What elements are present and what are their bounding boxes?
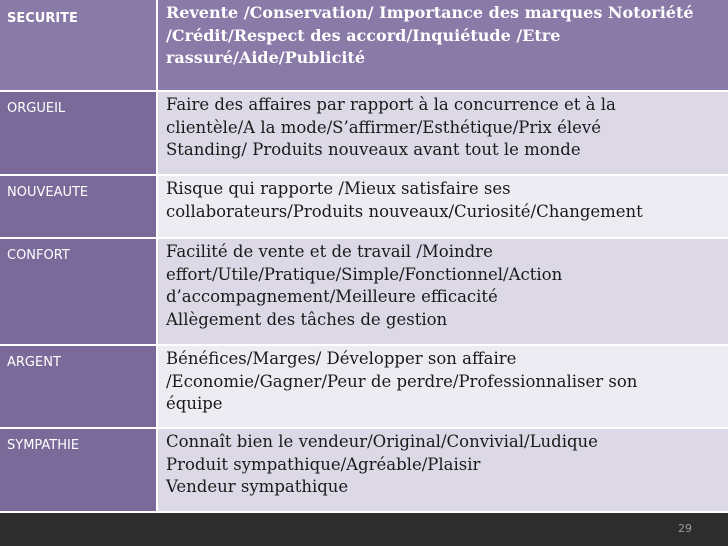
row-value-line: Vendeur sympathique	[166, 477, 349, 496]
row-value-line: Produit sympathique/Agréable/Plaisir	[166, 454, 481, 474]
row-value	[157, 428, 728, 512]
row-value-line: clientèle/A la mode/S’affirmer/Esthétique/Prix élevé	[166, 117, 601, 137]
row-value-line: Standing/ Produits nouveaux avant tout le monde	[166, 140, 581, 159]
table-row-nouveaute	[0, 175, 728, 238]
row-key: SECURITE	[0, 0, 157, 91]
row-value-line: collaborateurs/Produits nouveaux/Curiosité/Changement	[166, 201, 643, 221]
row-value	[157, 238, 728, 345]
row-value	[157, 345, 728, 428]
row-value-line: rassuré/Aide/Publicité	[166, 48, 365, 67]
row-key: ORGUEIL	[0, 91, 157, 175]
row-value	[157, 91, 728, 175]
row-value-line: Allègement des tâches de gestion	[166, 309, 448, 329]
row-value-line: Connaît bien le vendeur/Original/Convivial/Ludique	[166, 432, 598, 451]
row-value-line: Risque qui rapporte /Mieux satisfaire ses	[166, 179, 511, 198]
page-number: 29	[678, 522, 692, 535]
row-value-line: /Crédit/Respect des accord/Inquiétude /Etre	[166, 25, 561, 45]
row-value-line: équipe	[166, 394, 223, 413]
table-row-confort	[0, 238, 728, 345]
row-value-line: Revente /Conservation/ Importance des marques Notoriété	[166, 3, 694, 22]
row-value	[157, 0, 728, 91]
row-value-line: Bénéfices/Marges/ Développer son affaire	[166, 349, 517, 368]
row-value-line: d’accompagnement/Meilleure efficacité	[166, 287, 498, 306]
row-value-line: Faire des affaires par rapport à la concurrence et à la	[166, 95, 616, 114]
table-row-securite	[0, 0, 728, 91]
row-key: CONFORT	[0, 238, 157, 345]
table-row-argent	[0, 345, 728, 428]
table-row-sympathie	[0, 428, 728, 512]
row-value-line: /Economie/Gagner/Peur de perdre/Professionnaliser son	[166, 371, 638, 391]
row-value-line: effort/Utile/Pratique/Simple/Fonctionnel/Action	[166, 264, 563, 284]
row-value	[157, 175, 728, 238]
table-row-orgueil	[0, 91, 728, 175]
row-key: SYMPATHIE	[0, 428, 157, 512]
row-key: NOUVEAUTE	[0, 175, 157, 238]
row-value-line: Facilité de vente et de travail /Moindre	[166, 242, 493, 261]
row-key: ARGENT	[0, 345, 157, 428]
